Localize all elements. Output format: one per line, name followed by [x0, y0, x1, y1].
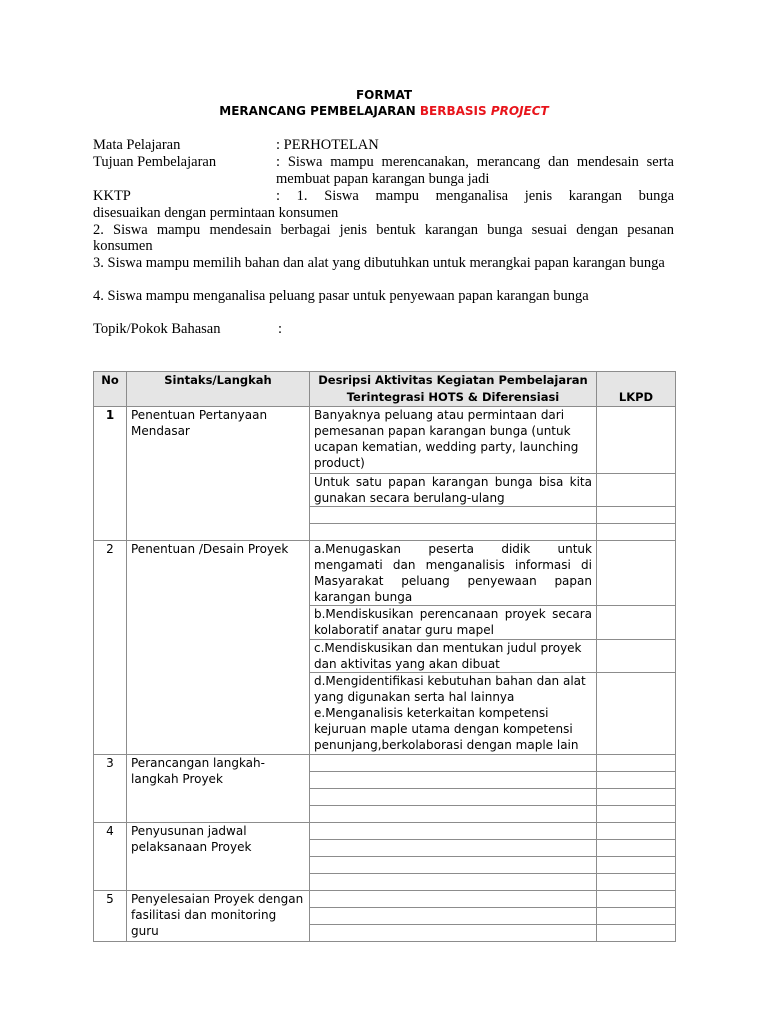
lkpd-cell	[597, 755, 676, 772]
lkpd-cell	[597, 925, 676, 942]
lkpd-cell	[597, 474, 676, 507]
lkpd-cell	[597, 507, 676, 524]
table-row	[94, 891, 676, 908]
activity-cell	[310, 789, 597, 806]
activity-cell	[310, 840, 597, 857]
activity-cell	[310, 925, 597, 942]
activity-cell	[310, 524, 597, 541]
lkpd-cell	[597, 541, 676, 606]
activity-item-e: e.Menganalisis keterkaitan kompetensi kejuruan maple utama dengan kompetensi penunjang,berkolaborasi dengan maple lain	[314, 706, 579, 752]
kktp-1-continued: disesuaikan dengan permintaan konsumen	[93, 205, 339, 221]
row-step: Penyusunan jadwal pelaksanaan Proyek	[127, 823, 310, 891]
tujuan-value-2: membuat papan karangan bunga jadi	[276, 171, 490, 187]
kktp-3: 3. Siswa mampu memilih bahan dan alat yang dibutuhkan untuk merangkai papan karangan bunga	[93, 255, 665, 271]
activity-cell: a.Menugaskan peserta didik untuk mengamati dan menganalisis informasi di Masyarakat peluang penyewaan papan karangan bunga	[310, 541, 597, 606]
activity-cell	[310, 874, 597, 891]
mata-pelajaran-value: : PERHOTELAN	[276, 137, 379, 153]
learning-plan-table	[93, 371, 676, 942]
subtitle-prefix: MERANCANG PEMBELAJARAN	[219, 104, 420, 118]
row-step: Penentuan Pertanyaan Mendasar	[127, 407, 310, 541]
kktp-2: 2. Siswa mampu mendesain berbagai jenis bentuk karangan bunga sesuai dengan pesanan konsumen	[93, 222, 674, 254]
tujuan-value-1: : Siswa mampu merencanakan, merancang dan mendesain serta	[276, 154, 674, 170]
lkpd-cell	[597, 840, 676, 857]
activity-cell: b.Mendiskusikan perencanaan proyek secara kolaboratif anatar guru mapel	[310, 606, 597, 640]
lkpd-cell	[597, 640, 676, 673]
lkpd-cell	[597, 606, 676, 640]
header-lkpd: LKPD	[597, 372, 676, 407]
table-row	[94, 755, 676, 772]
lkpd-cell	[597, 772, 676, 789]
activity-cell: Banyaknya peluang atau permintaan dari pemesanan papan karangan bunga (untuk ucapan kematian, wedding party, launching product)	[310, 407, 597, 474]
lkpd-cell	[597, 407, 676, 474]
lkpd-cell	[597, 673, 676, 755]
header-no: No	[94, 372, 127, 407]
header-deskripsi: Desripsi Aktivitas Kegiatan Pembelajaran Terintegrasi HOTS & Diferensiasi	[310, 372, 597, 407]
mata-pelajaran-label: Mata Pelajaran	[93, 137, 181, 153]
activity-cell	[310, 755, 597, 772]
tujuan-label: Tujuan Pembelajaran	[93, 154, 217, 170]
activity-cell	[310, 823, 597, 840]
lkpd-cell	[597, 908, 676, 925]
subtitle-red: BERBASIS	[419, 104, 491, 118]
lkpd-cell	[597, 857, 676, 874]
activity-item-d: d.Mengidentifikasi kebutuhan bahan dan alat yang digunakan serta hal lainnya	[314, 674, 586, 704]
activity-cell	[310, 673, 597, 755]
table-row	[94, 823, 676, 840]
row-number: 1	[94, 407, 127, 541]
row-number: 4	[94, 823, 127, 891]
table-header-row	[94, 372, 676, 407]
activity-cell: c.Mendiskusikan dan mentukan judul proyek dan aktivitas yang akan dibuat	[310, 640, 597, 673]
kktp-label: KKTP	[93, 188, 131, 204]
doc-title: FORMAT	[355, 88, 413, 102]
row-number: 2	[94, 541, 127, 755]
header-sintaks: Sintaks/Langkah	[127, 372, 310, 407]
lkpd-cell	[597, 891, 676, 908]
activity-cell: Untuk satu papan karangan bunga bisa kita gunakan secara berulang-ulang	[310, 474, 597, 507]
lkpd-cell	[597, 524, 676, 541]
topik-label: Topik/Pokok Bahasan	[93, 321, 221, 337]
table-row	[94, 407, 676, 474]
lkpd-cell	[597, 789, 676, 806]
activity-cell	[310, 857, 597, 874]
kktp-value: : 1. Siswa mampu menganalisa jenis karangan bunga	[276, 188, 674, 204]
kktp-4: 4. Siswa mampu menganalisa peluang pasar untuk penyewaan papan karangan bunga	[93, 288, 589, 304]
activity-cell	[310, 507, 597, 524]
topik-value: :	[278, 321, 283, 337]
activity-cell	[310, 908, 597, 925]
row-step: Perancangan langkah-langkah Proyek	[127, 755, 310, 823]
table-row	[94, 541, 676, 606]
lkpd-cell	[597, 806, 676, 823]
activity-cell	[310, 772, 597, 789]
row-step: Penyelesaian Proyek dengan fasilitasi dan monitoring guru	[127, 891, 310, 942]
subtitle-red-italic: PROJECT	[490, 104, 549, 118]
doc-subtitle	[0, 104, 768, 118]
activity-cell	[310, 806, 597, 823]
row-step: Penentuan /Desain Proyek	[127, 541, 310, 755]
row-number: 5	[94, 891, 127, 942]
row-number: 3	[94, 755, 127, 823]
lkpd-cell	[597, 874, 676, 891]
activity-cell	[310, 891, 597, 908]
lkpd-cell	[597, 823, 676, 840]
